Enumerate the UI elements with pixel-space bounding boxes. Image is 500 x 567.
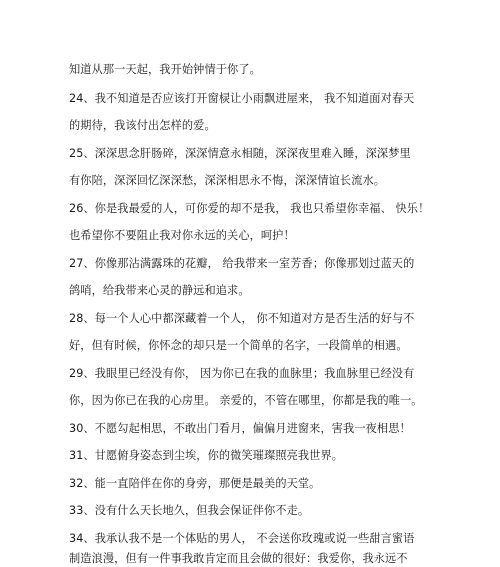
text-line: 你，因为你已在我的心房里。 亲爱的，不管在哪里，你都是我的唯一。 [69, 394, 423, 407]
text-line: 32、能一直陪伴在你的身旁，那便是最美的天堂。 [69, 477, 321, 490]
text-line: 好，但有时候，你怀念的却只是一个简单的名字，一段简单的相遇。 [69, 339, 408, 352]
text-line: 也希望你不要阻止我对你永远的关心，呵护！ [69, 229, 295, 242]
text-line: 有你陪，深深回忆深深愁，深深相思永不悔，深深情谊长流水。 [69, 174, 386, 187]
text-line: 29、我眼里已经没有你， 因为你已在我的血脉里；我血脉里已经没有 [69, 367, 415, 380]
text-line: 鸽哨，给我带来心灵的静远和追求。 [69, 284, 250, 297]
text-line: 33、没有什么天长地久，但我会保证伴你不走。 [69, 504, 310, 517]
text-line: 25、深深思念肝肠碎，深深情意永相随，深深夜里难入睡，深深梦里 [69, 147, 411, 160]
text-line: 24、我不知道是否应该打开窗棂让小雨飘进屋来， 我不知道面对春天 [69, 92, 415, 105]
text-line: 知道从那一天起，我开始钟情于你了。 [69, 63, 261, 76]
text-line: 30、不愿勾起相思，不敢出门看月，偏偏月进窗来，害我一夜相思！ [69, 422, 411, 435]
text-line: 26、你是我最爱的人，可你爱的却不是我， 我也只希望你幸福、 快乐！ [69, 202, 430, 215]
text-line: 31、甘愿俯身姿态到尘埃，你的微笑璀璨照亮我世界。 [69, 449, 344, 462]
text-line: 27、你像那沾满露珠的花瓣， 给我带来一室芳香；你像那划过蓝天的 [69, 257, 415, 270]
text-line: 34、我承认我不是一个体贴的男人， 不会送你玫瑰或说一些甜言蜜语 [69, 532, 415, 545]
text-line: 制造浪漫，但有一件事我敢肯定而且会做的很好：我爱你，我永远不 [69, 552, 408, 565]
text-line: 的期待，我该付出怎样的爱。 [69, 119, 216, 132]
text-line: 28、每一个人心中都深藏着一个人， 你不知道对方是否生活的好与不 [69, 312, 415, 325]
